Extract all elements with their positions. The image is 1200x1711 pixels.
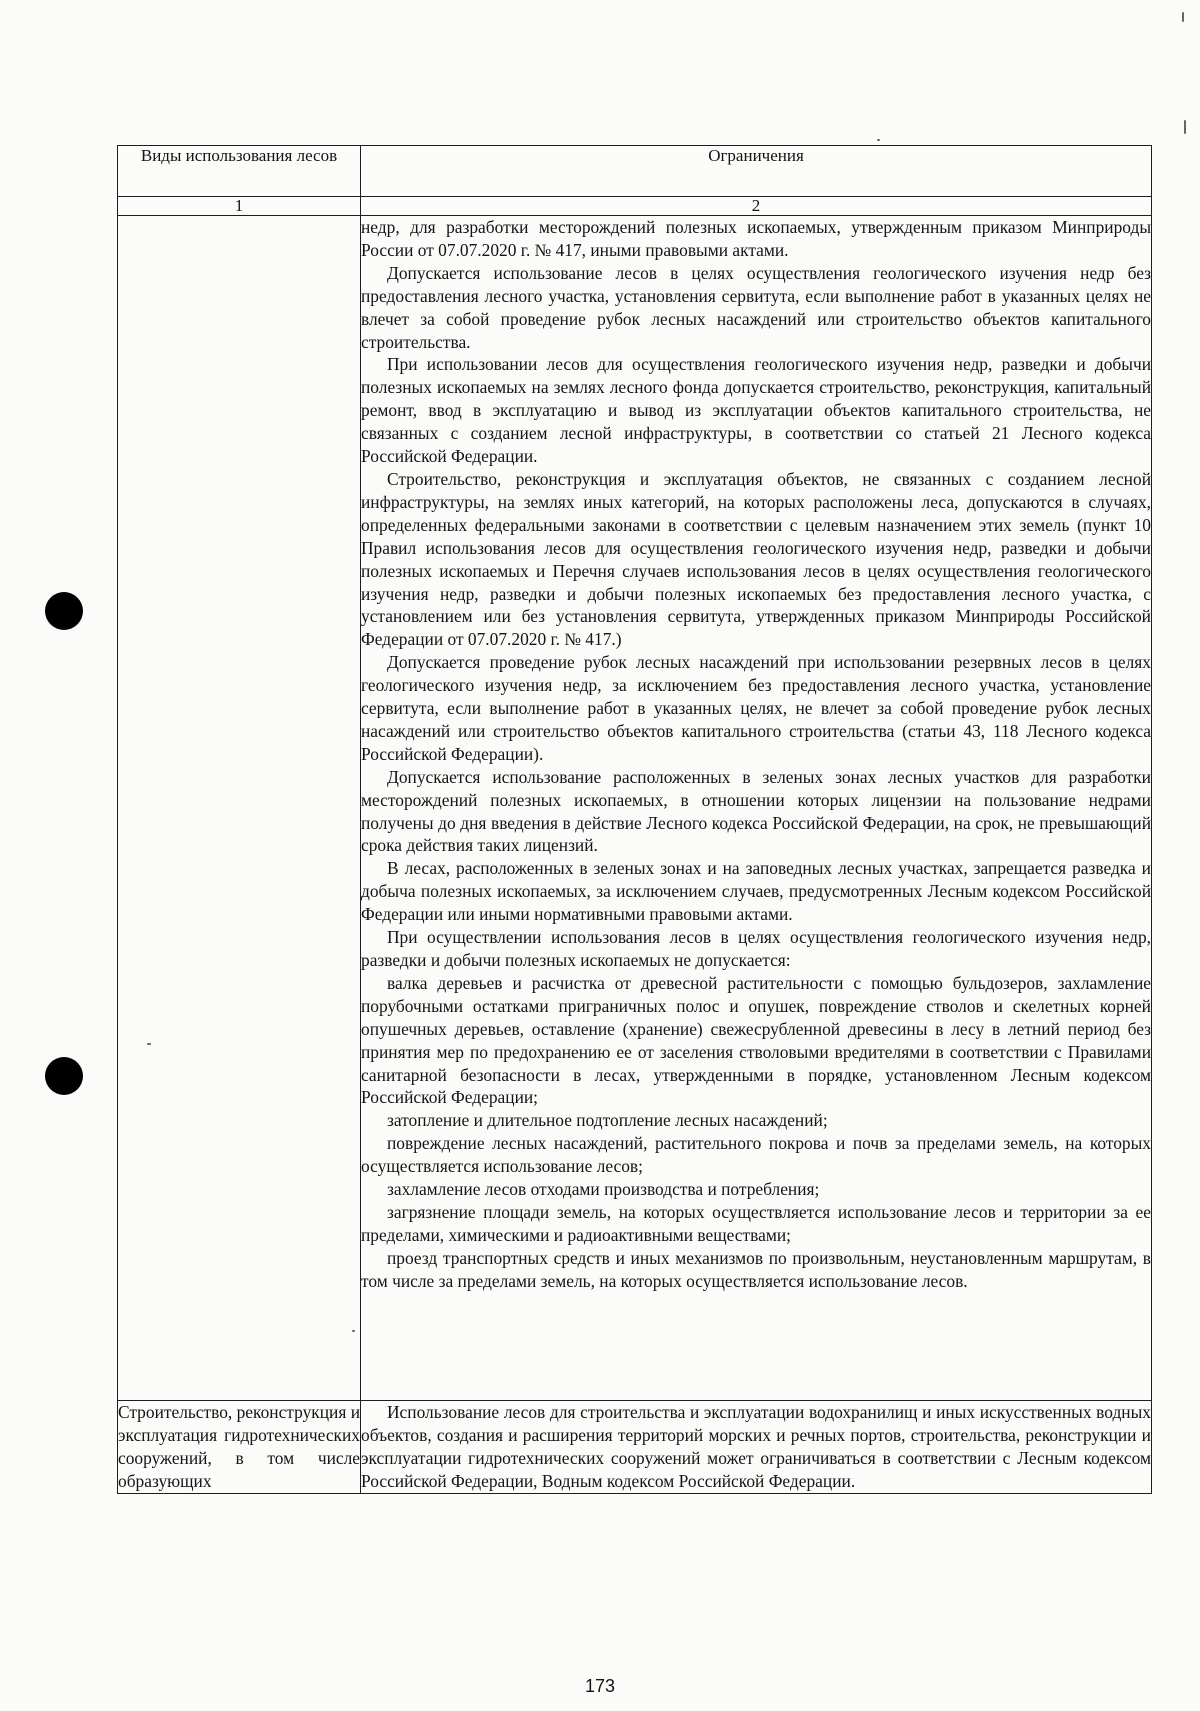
list-item: повреждение лесных насаждений, растительного покрова и почв за пределами земель, на которых осуществляется использование лесов;	[361, 1133, 1151, 1177]
paragraph: недр, для разработки месторождений полезных ископаемых, утвержденным приказом Минприроды России от 07.07.2020 г. № 417, иными правовыми актами.	[361, 217, 1151, 260]
table-row	[118, 1401, 1152, 1494]
paragraph: Использование лесов для строительства и эксплуатации водохранилищ и иных искусственных водных объектов, создания и расширения территорий морских и речных портов, строительства, реконструкции и эксплуатации гидротехнических сооружений может ограничиваться в соответствии с Лесным кодексом Российской Федерации, Водным кодексом Российской Федерации.	[361, 1402, 1151, 1491]
restrictions-table	[117, 145, 1152, 1494]
list-item: проезд транспортных средств и иных механизмов по произвольным, неустановленным маршрутам, в том числе за пределами земель, на которых осуществляется использование лесов.	[361, 1247, 1151, 1291]
header-forest-use-types: Виды использования лесов	[118, 146, 361, 197]
table-row	[118, 216, 1152, 1401]
list-item: загрязнение площади земель, на которых осуществляется использование лесов и территории за ее пределами, химическими и радиоактивными веществами;	[361, 1201, 1151, 1245]
paragraph: При использовании лесов для осуществления геологического изучения недр, разведки и добычи полезных ископаемых на землях лесного фонда допускается строительство, реконструкция, капитальный ремонт, ввод в эксплуатацию и вывод из эксплуатации объектов капитального строительства, не связанных с созданием лесной инфраструктуры, в соответствии со статьей 21 Лесного кодекса Российской Федерации.	[361, 354, 1151, 467]
punch-hole-bottom	[45, 1057, 83, 1095]
row2-restrictions-cell	[361, 1401, 1152, 1494]
row2-use-type-cell: Строительство, реконструкция и эксплуатация гидротехнических сооружений, в том числе образующих	[118, 1401, 361, 1494]
row1-use-type-cell	[118, 216, 361, 1401]
punch-hole-top	[45, 592, 83, 630]
scan-speck	[877, 139, 880, 141]
column-number-1: 1	[118, 197, 361, 216]
list-item: захламление лесов отходами производства и потребления;	[387, 1179, 820, 1200]
paragraph: Допускается использование расположенных в зеленых зонах лесных участков для разработки месторождений полезных ископаемых, в отношении которых лицензии на пользование недрами получены до дня введения в действие Лесного кодекса Российской Федерации, на срок, не превышающий срока действия таких лицензий.	[361, 766, 1151, 856]
scan-speck	[1184, 120, 1186, 134]
paragraph: Допускается проведение рубок лесных насаждений при использовании резервных лесов в целях геологического изучения недр, за исключением без предоставления лесного участка, установление сервитута, если выполнение работ в указанных целях, не влечет за собой проведение рубок лесных насаждений или строительство объектов капитального строительства (статьи 43, 118 Лесного кодекса Российской Федерации).	[361, 652, 1151, 764]
row1-restrictions-cell	[361, 216, 1152, 1401]
column-number-row	[118, 197, 1152, 216]
paragraph: При осуществлении использования лесов в целях осуществления геологического изучения недр, разведки и добычи полезных ископаемых не допускается:	[361, 927, 1151, 970]
table-header-row	[118, 146, 1152, 197]
scan-speck	[1182, 12, 1184, 22]
paragraph: Допускается использование лесов в целях осуществления геологического изучения недр без предоставления лесного участка, установления сервитута, если выполнение работ в указанных целях не влечет за собой проведение рубок лесных насаждений или строительство объектов капитального строительства.	[361, 262, 1151, 352]
list-item: валка деревьев и расчистка от древесной растительности с помощью бульдозеров, захламление порубочными остатками приграничных полос и опушек, повреждение стволов и скелетных корней опушечных деревьев, оставление (хранение) свежесрубленной древесины в лесу в летний период без принятия мер по предохранению ее от заселения стволовыми вредителями в соответствии с Правилами санитарной безопасности в лесах, утвержденными в порядке, установленном Лесным кодексом Российской Федерации;	[361, 972, 1151, 1108]
paragraph: В лесах, расположенных в зеленых зонах и на заповедных лесных участках, запрещается разведка и добыча полезных ископаемых, за исключением случаев, предусмотренных Лесным кодексом Российской Федерации или иными нормативными правовыми актами.	[361, 858, 1151, 925]
column-number-2: 2	[361, 197, 1152, 216]
list-item: затопление и длительное подтопление лесных насаждений;	[387, 1110, 828, 1131]
page-number: 173	[584, 1676, 616, 1696]
paragraph: Строительство, реконструкция и эксплуатация объектов, не связанных с созданием лесной инфраструктуры, на землях иных категорий, на которых расположены леса, допускаются в случаях, определенных федеральными законами в соответствии с целевым назначением этих земель (пункт 10 Правил использования лесов для осуществления геологического изучения недр, разведки и добычи полезных ископаемых и Перечня случаев использования лесов в целях осуществления геологического изучения недр, разведки и добычи полезных ископаемых без предоставления лесного участка, с установлением или без установления сервитута, утвержденных приказом Минприроды Российской Федерации от 07.07.2020 г. № 417.)	[361, 468, 1151, 650]
header-restrictions: Ограничения	[361, 146, 1152, 197]
